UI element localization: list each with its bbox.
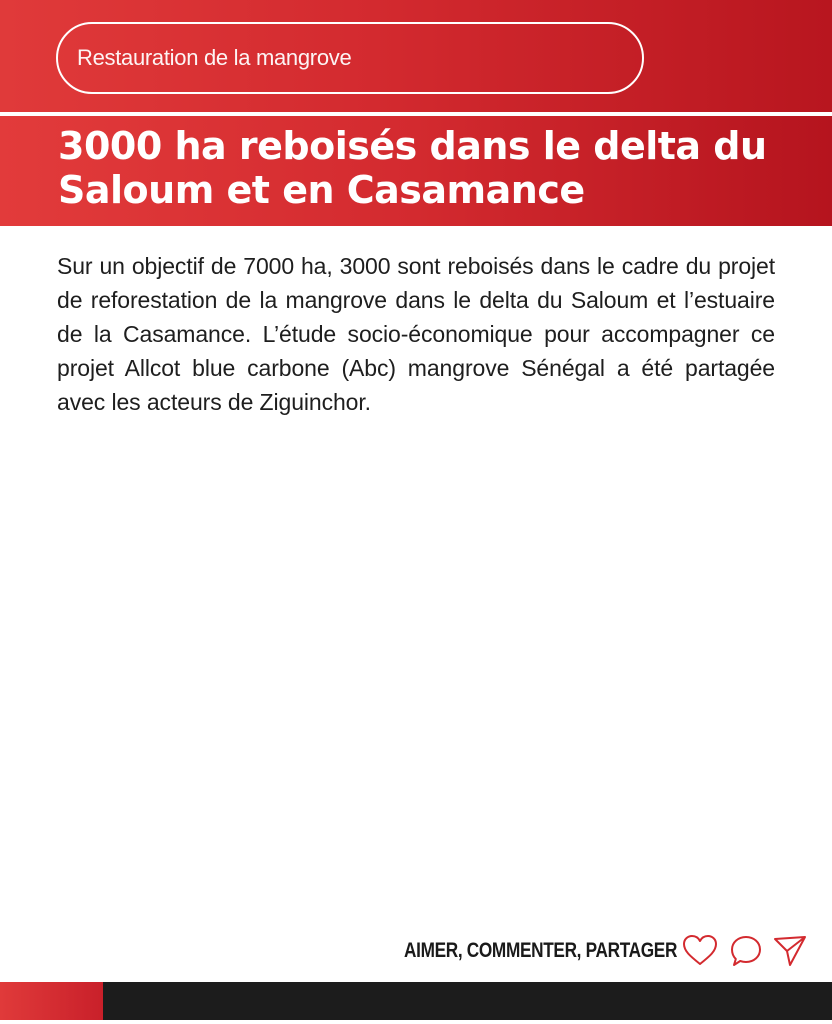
- article-body: Sur un objectif de 7000 ha, 3000 sont reboisés dans le cadre du projet de reforestation de la mangrove dans le delta du Saloum et l’estuaire de la Casamance. L’étude socio-économique pour accompagner ce projet Allcot blue carbone (Abc) mangrove Sénégal a été partagée avec les acteurs de Ziguinchor.: [57, 253, 775, 415]
- cta-row: [404, 934, 678, 968]
- topic-pill: [56, 22, 644, 94]
- headline: 3000 ha reboisés dans le delta du Saloum et en Casamance: [58, 124, 767, 212]
- footer-bar: [0, 982, 832, 1020]
- topic-label: Restauration de la mangrove: [77, 45, 352, 70]
- cta-label: AIMER, COMMENTER, PARTAGER: [404, 939, 678, 962]
- comment-icon[interactable]: [729, 934, 763, 968]
- send-icon[interactable]: [772, 934, 808, 968]
- footer-accent: [0, 982, 103, 1020]
- heart-icon[interactable]: [682, 934, 718, 968]
